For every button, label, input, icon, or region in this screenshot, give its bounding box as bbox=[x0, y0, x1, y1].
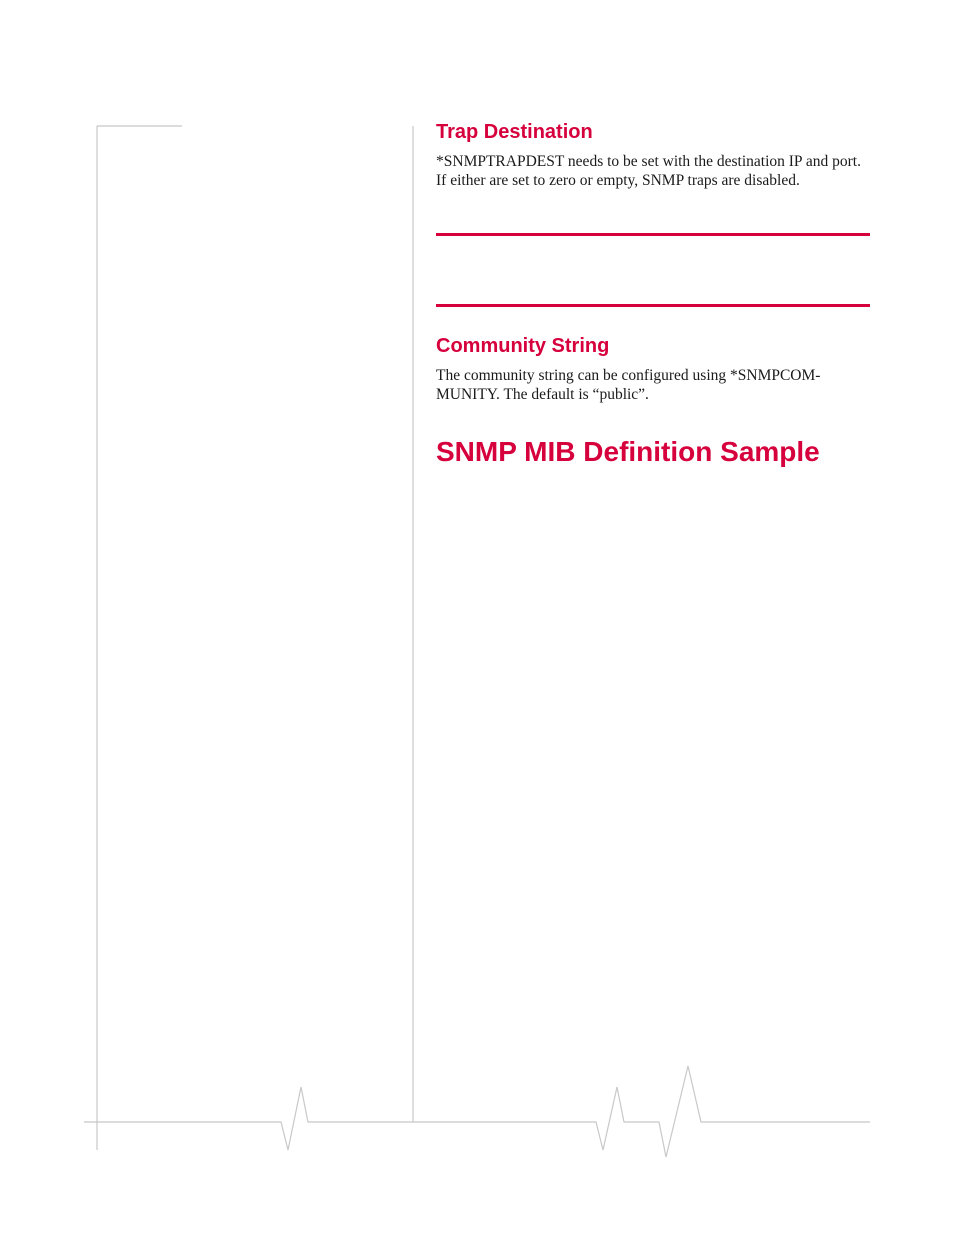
divider-rule-top bbox=[436, 233, 870, 236]
section-trap-destination bbox=[436, 118, 870, 190]
heading-trap-destination: Trap Destination bbox=[436, 121, 593, 143]
paragraph-trap-destination: *SNMPTRAPDEST needs to be set with the destination IP and port. If either are set to zero or empty, SNMP traps are disabled. bbox=[436, 153, 861, 189]
paragraph-community-string: The community string can be configured using *SNMPCOM-MUNITY. The default is “public”. bbox=[436, 367, 821, 403]
heading-snmp-mib-definition-sample: SNMP MIB Definition Sample bbox=[436, 436, 820, 467]
divider-rule-bottom bbox=[436, 304, 870, 307]
heading-community-string: Community String bbox=[436, 335, 610, 357]
heartbeat-line-left bbox=[84, 1087, 413, 1150]
section-community-string bbox=[436, 332, 870, 404]
heartbeat-line-right bbox=[413, 1066, 870, 1157]
